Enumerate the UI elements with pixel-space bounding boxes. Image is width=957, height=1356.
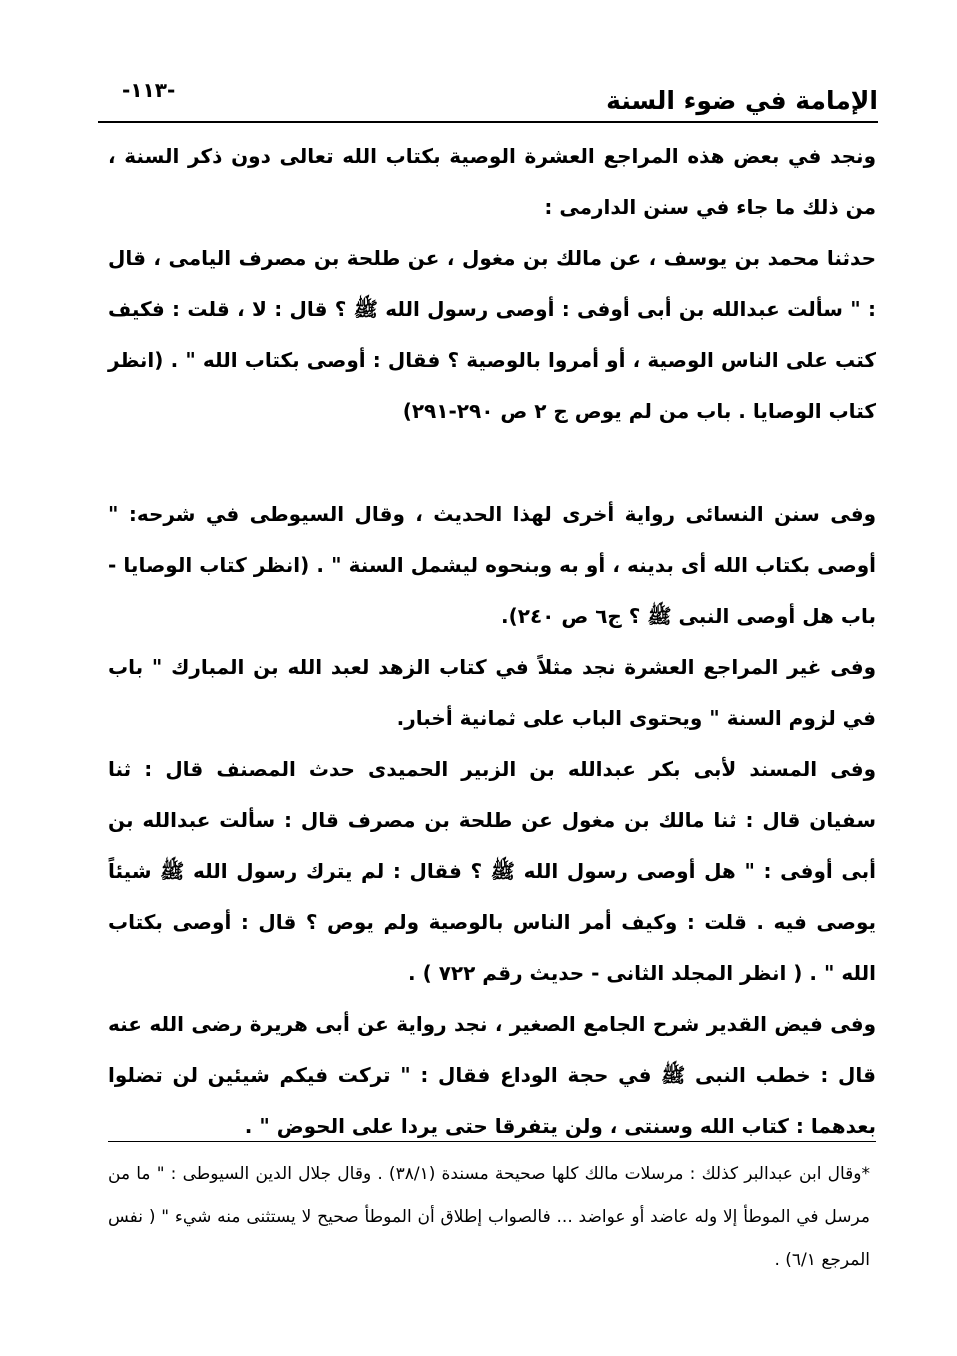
paragraph-nasai: وفى سنن النسائى رواية أخرى لهذا الحديث ، وقال السيوطى في شرحه: " أوصى بكتاب الله أى بدينه ، أو به وبنحوه ليشمل السنة " . (انظر كتاب الوصايا - باب هل أوصى النبى ﷺ ؟ ج٦ ص ٢٤٠).	[108, 502, 876, 628]
paragraph-fayd-alqadir: وفى فيض القدير شرح الجامع الصغير ، نجد رواية عن أبى هريرة رضى الله عنه قال : خطب النبى ﷺ في حجة الوداع فقال : " تركت فيكم شيئين لن تضلوا بعدهما : كتاب الله وسنتى ، ولن يتفرقا حتى يردا على الحوض " .	[108, 1012, 876, 1138]
running-title: الإمامة في ضوء السنة	[606, 86, 878, 115]
paragraph-darimi-intro: ونجد في بعض هذه المراجع العشرة الوصية بكتاب الله تعالى دون ذكر السنة ، من ذلك ما جاء في سنن الدارمى :	[108, 144, 876, 219]
header-rule	[98, 121, 878, 123]
main-text	[108, 131, 876, 1152]
paragraph-darimi-hadith: حدثنا محمد بن يوسف ، عن مالك بن مغول ، عن طلحة بن مصرف اليامى ، قال : " سألت عبدالله بن أبى أوفى : أوصى رسول الله ﷺ ؟ قال : لا ، قلت : فكيف كتب على الناس الوصية ، أو أمروا بالوصية ؟ فقال : أوصى بكتاب الله " . (انظر كتاب الوصايا . باب من لم يوص ج ٢ ص ٢٩٠-٢٩١)	[108, 246, 876, 423]
footnote	[108, 1153, 870, 1282]
page-header	[98, 72, 878, 120]
paragraph-humaidi: وفى المسند لأبى بكر عبدالله بن الزبير الحميدى حدث المصنف قال : ثنا سفيان قال : ثنا مالك بن مغول عن طلحة بن مصرف قال : سألت عبدالله بن أبى أوفى : " هل أوصى رسول الله ﷺ ؟ فقال : لم يترك رسول الله ﷺ شيئاً يوصى فيه . قلت : وكيف أمر الناس بالوصية ولم يوص ؟ قال : أوصى بكتاب الله " . ( انظر المجلد الثانى - حديث رقم ٧٢٢ ) .	[108, 757, 876, 985]
page-number: -١١٣-	[122, 78, 176, 102]
footnote-text: *وقال ابن عبدالبر كذلك : مرسلات مالك كلها صحيحة مسندة (٣٨/١) . وقال جلال الدين السيوطى : " ما من مرسل في الموطأ إلا وله عاضد أو عواضد ... فالصواب إطلاق أن الموطأ صحيح لا يستثنى منه شيء " ( نفس المرجع ٦/١) .	[108, 1164, 870, 1270]
paragraph-zuhd: وفى غير المراجع العشرة نجد مثلاً في كتاب الزهد لعبد الله بن المبارك " باب في لزوم السنة " ويحتوى الباب على ثمانية أخبار.	[108, 655, 876, 730]
footnote-rule	[108, 1141, 876, 1142]
